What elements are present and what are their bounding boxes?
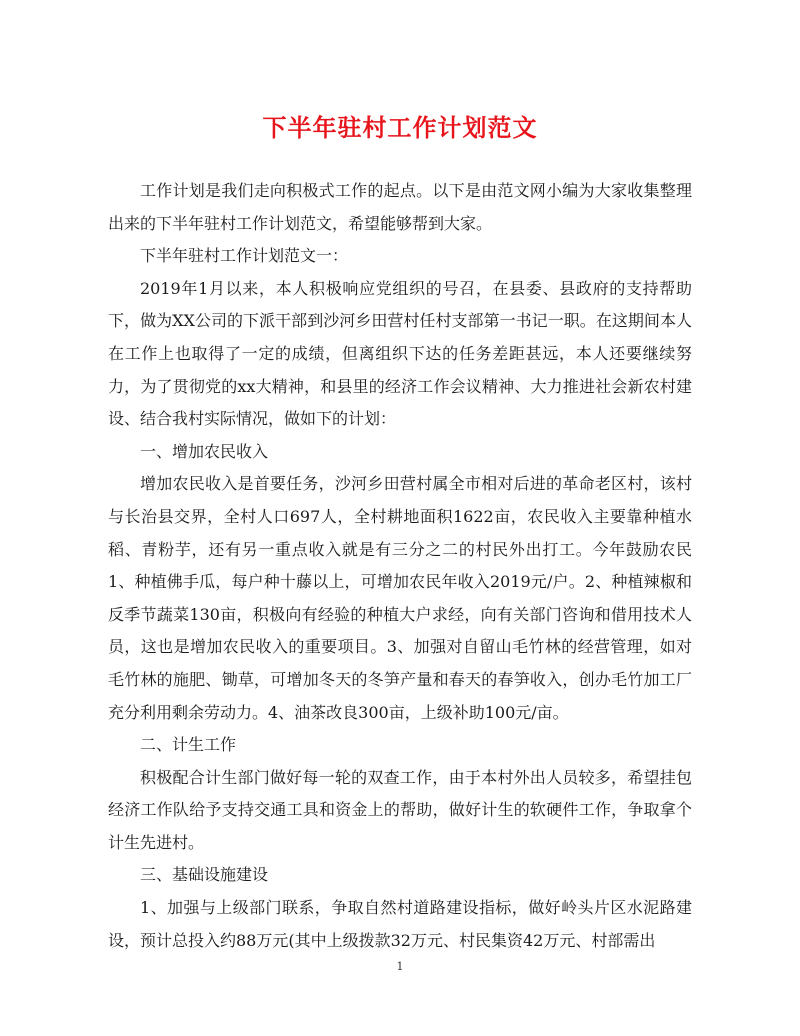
document-title: 下半年驻村工作计划范文 bbox=[262, 113, 538, 142]
document-body bbox=[108, 175, 692, 957]
intro-paragraph: 工作计划是我们走向积极式工作的起点。以下是由范文网小编为大家收集整理出来的下半年驻村工作计划范文，希望能够帮到大家。 bbox=[108, 181, 692, 233]
infrastructure-paragraph: 1、加强与上级部门联系，争取自然村道路建设指标，做好岭头片区水泥路建设，预计总投入约88万元(其中上级拨款32万元、村民集资42万元、村部需出 bbox=[108, 898, 692, 950]
family-planning-paragraph: 积极配合计生部门做好每一轮的双查工作，由于本村外出人员较多，希望挂包经济工作队给予支持交通工具和资金上的帮助，做好计生的软硬件工作，争取拿个计生先进村。 bbox=[108, 767, 692, 852]
income-paragraph: 增加农民收入是首要任务，沙河乡田营村属全市相对后进的革命老区村，该村与长治县交界，全村人口697人，全村耕地面积1622亩，农民收入主要靠种植水稻、青粉芋，还有另一重点收入就是有三分之二的村民外出打工。今年鼓励农民1、种植佛手瓜，每户种十藤以上，可增加农民年收入2019元/户。2、种植辣椒和反季节蔬菜130亩，积极向有经验的种植大户求经，向有关部门咨询和借用技术人员，这也是增加农民收入的重要项目。3、加强对自留山毛竹林的经营管理，如对毛竹林的施肥、锄草，可增加冬天的冬笋产量和春天的春笋收入，创办毛竹加工厂充分利用剩余劳动力。4、油茶改良300亩，上级补助100元/亩。 bbox=[108, 474, 692, 722]
section-heading-infrastructure: 三、基础设施建设 bbox=[140, 865, 269, 885]
background-paragraph: 2019年1月以来，本人积极响应党组织的号召，在县委、县政府的支持帮助下，做为XX公司的下派干部到沙河乡田营村任村支部第一书记一职。在这期间本人在工作上也取得了一定的成绩，但离组织下达的任务差距甚远，本人还要继续努力，为了贯彻党的xx大精神，和县里的经济工作会议精神、大力推进社会新农村建设、结合我村实际情况，做如下的计划： bbox=[108, 278, 692, 429]
section-heading-family-planning: 二、计生工作 bbox=[140, 735, 237, 755]
section-heading-income: 一、增加农民收入 bbox=[140, 441, 269, 461]
sample-heading: 下半年驻村工作计划范文一： bbox=[140, 246, 349, 266]
page-number: 1 bbox=[396, 960, 404, 973]
